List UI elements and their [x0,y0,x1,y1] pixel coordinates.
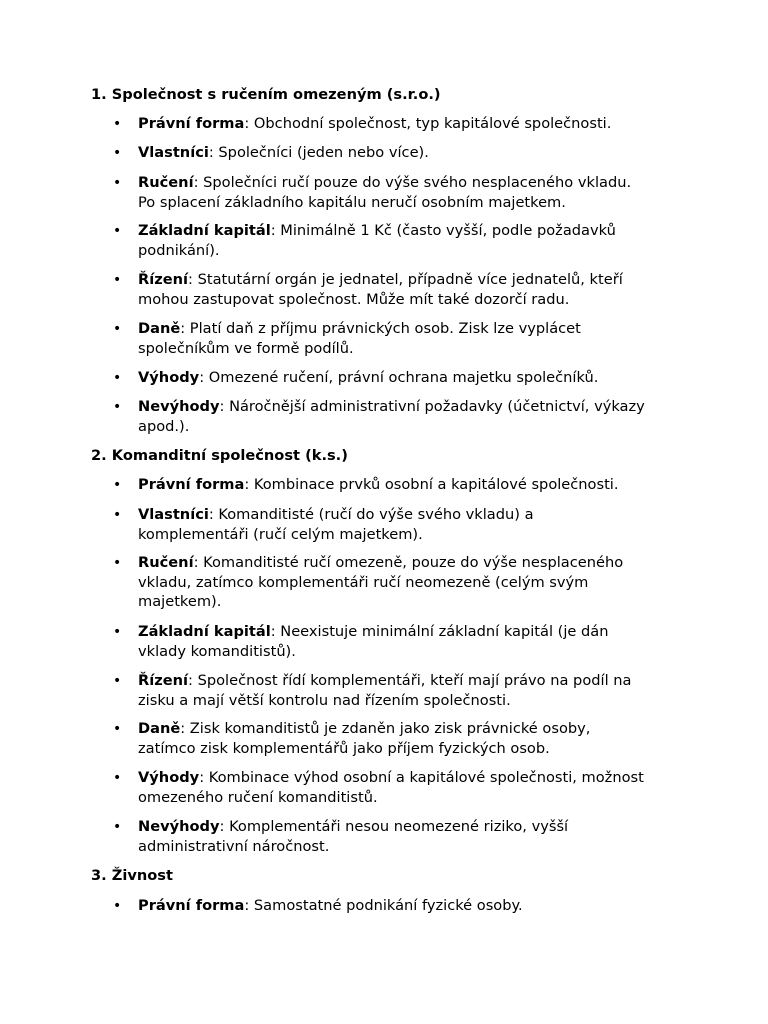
item-text: : Neexistuje minimální základní kapitál (je dán [270,623,609,640]
item-text: : Platí daň z příjmu právnických osob. Zisk lze vyplácet [180,320,581,337]
item-term: Výhody [138,369,200,386]
item-text: vklady komanditistů). [138,642,296,660]
item-text: : Kombinace výhod osobní a kapitálové společnosti, možnost [199,769,644,786]
item-term: Právní forma [138,897,245,914]
section-heading: 3. Živnost [91,867,173,884]
item-term: Nevýhody [138,398,220,415]
item-text: : Společnost řídí komplementáři, kteří mají právo na podíl na [188,672,632,689]
item-term: Výhody [138,769,200,786]
item-term: Právní forma [138,115,245,132]
item-text: podnikání). [138,241,220,259]
item-text: : Omezené ručení, právní ochrana majetku společníků. [199,369,599,386]
bullet-icon: • [113,272,122,288]
item-text: zisku a mají větší kontrolu nad řízením společnosti. [138,691,511,709]
item-text: administrativní náročnost. [138,837,330,855]
item-term: Základní kapitál [138,623,271,640]
bullet-icon: • [113,624,122,640]
item-text: : Samostatné podnikání fyzické osoby. [244,897,523,914]
item-text: společníkům ve formě podílů. [138,339,354,357]
item-text: : Náročnější administrativní požadavky (účetnictví, výkazy [219,398,645,415]
item-text: : Komanditisté ručí omezeně, pouze do výše nesplaceného [193,554,624,571]
item-term: Daně [138,320,181,337]
bullet-icon: • [113,321,122,337]
item-text: : Společníci (jeden nebo více). [208,144,429,161]
bullet-icon: • [113,399,122,415]
item-term: Základní kapitál [138,222,271,239]
item-text: majetkem). [138,593,222,611]
section-heading: 2. Komanditní společnost (k.s.) [91,447,348,464]
section-heading: 1. Společnost s ručením omezeným (s.r.o.) [91,86,441,103]
item-term: Ručení [138,174,194,191]
item-text: : Minimálně 1 Kč (často vyšší, podle požadavků [270,222,616,239]
bullet-icon: • [113,819,122,835]
item-term: Řízení [138,672,189,689]
item-term: Vlastníci [138,144,209,161]
bullet-icon: • [113,507,122,523]
bullet-icon: • [113,175,122,191]
bullet-icon: • [113,770,122,786]
item-term: Daně [138,720,181,737]
bullet-icon: • [113,145,122,161]
item-term: Řízení [138,271,189,288]
item-text: apod.). [138,417,190,435]
bullet-icon: • [113,555,122,571]
item-term: Vlastníci [138,506,209,523]
item-text: : Komplementáři nesou neomezené riziko, vyšší [219,818,569,835]
item-text: : Komanditisté (ručí do výše svého vkladu) a [208,506,534,523]
item-term: Nevýhody [138,818,220,835]
item-text: mohou zastupovat společnost. Může mít také dozorčí radu. [138,290,570,308]
bullet-icon: • [113,721,122,737]
bullet-icon: • [113,370,122,386]
bullet-icon: • [113,116,122,132]
bullet-icon: • [113,477,122,493]
item-term: Právní forma [138,476,245,493]
item-text: : Kombinace prvků osobní a kapitálové společnosti. [244,476,619,493]
item-text: Po splacení základního kapitálu neručí osobním majetkem. [138,193,566,211]
item-text: omezeného ručení komanditistů. [138,788,378,806]
bullet-icon: • [113,223,122,239]
item-text: : Společníci ručí pouze do výše svého nesplaceného vkladu. [193,174,632,191]
item-text: vkladu, zatímco komplementáři ručí neomezeně (celým svým [138,573,589,591]
item-text: : Zisk komanditistů je zdaněn jako zisk právnické osoby, [180,720,591,737]
bullet-icon: • [113,898,122,914]
item-term: Ručení [138,554,194,571]
item-text: komplementáři (ručí celým majetkem). [138,525,423,543]
bullet-icon: • [113,673,122,689]
item-text: zatímco zisk komplementářů jako příjem fyzických osob. [138,739,550,757]
item-text: : Statutární orgán je jednatel, případně více jednatelů, kteří [188,271,623,288]
item-text: : Obchodní společnost, typ kapitálové společnosti. [244,115,612,132]
